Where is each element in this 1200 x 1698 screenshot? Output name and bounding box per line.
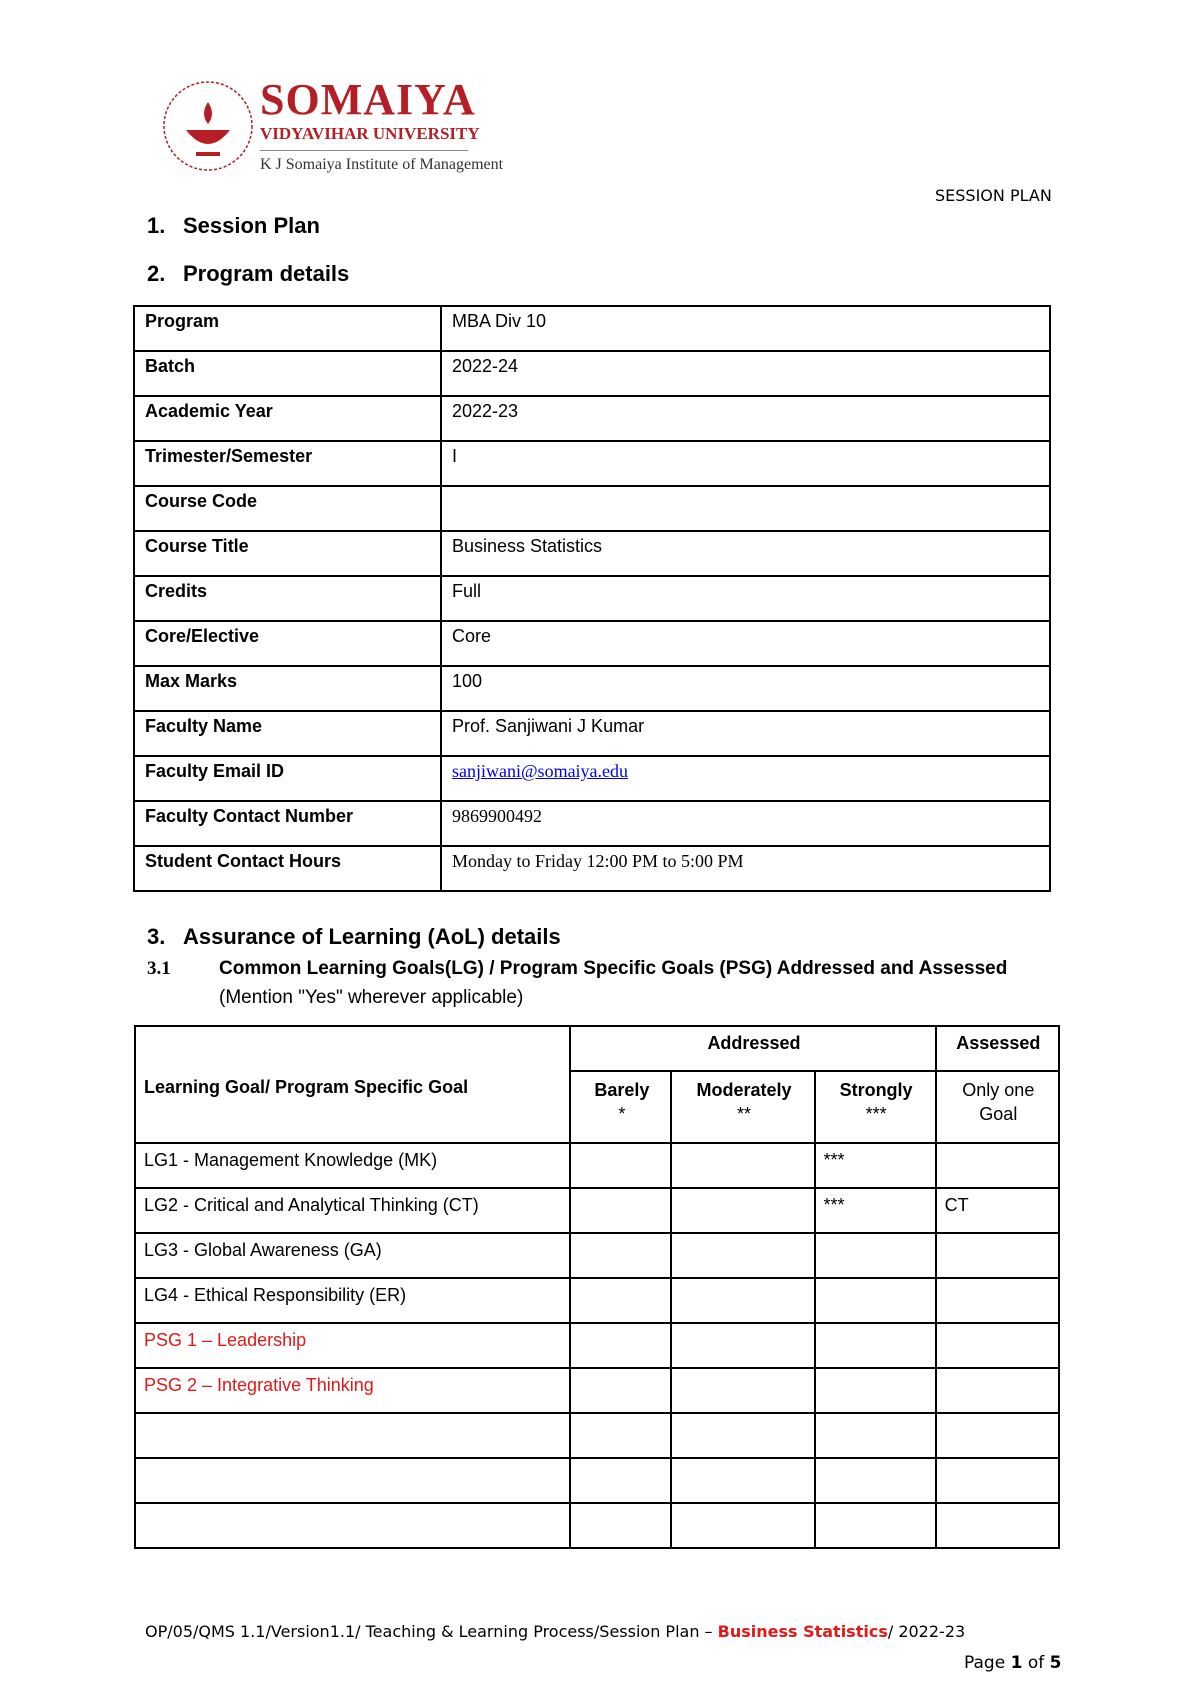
aol-row xyxy=(135,1458,1059,1503)
table-row xyxy=(134,441,1050,486)
aol-cell-assessed xyxy=(936,1368,1059,1413)
diya-lamp-icon xyxy=(160,78,256,174)
aol-row xyxy=(135,1368,1059,1413)
detail-label: Course Code xyxy=(134,486,441,531)
aol-cell-moderately xyxy=(671,1278,814,1323)
program-details-table xyxy=(133,305,1051,892)
footer-path: OP/05/QMS 1.1/Version1.1/ Teaching & Learning Process/Session Plan – Business Statistics/ 2022-23 xyxy=(145,1622,966,1641)
aol-cell-barely xyxy=(570,1458,671,1503)
detail-value: Full xyxy=(441,576,1050,621)
aol-cell-barely xyxy=(570,1143,671,1188)
logo-divider xyxy=(260,150,468,151)
detail-label: Batch xyxy=(134,351,441,396)
aol-row xyxy=(135,1143,1059,1188)
aol-cell-barely xyxy=(570,1233,671,1278)
faculty-email-link[interactable]: sanjiwani@somaiya.edu xyxy=(452,761,629,781)
col-assessed-header: Assessed xyxy=(936,1026,1059,1071)
detail-value: I xyxy=(441,441,1050,486)
col-moderately-header: Moderately ** xyxy=(671,1071,814,1143)
detail-value: Core xyxy=(441,621,1050,666)
aol-cell-assessed xyxy=(936,1503,1059,1548)
aol-cell-goal xyxy=(135,1458,570,1503)
aol-cell-assessed xyxy=(936,1278,1059,1323)
heading-program-details: 2. Program details xyxy=(147,261,350,286)
detail-value: MBA Div 10 xyxy=(441,306,1050,351)
aol-row xyxy=(135,1323,1059,1368)
aol-cell-assessed xyxy=(936,1233,1059,1278)
detail-value xyxy=(441,756,1050,801)
aol-cell-goal: PSG 2 – Integrative Thinking xyxy=(135,1368,570,1413)
detail-value: 100 xyxy=(441,666,1050,711)
aol-cell-barely xyxy=(570,1188,671,1233)
aol-cell-moderately xyxy=(671,1503,814,1548)
detail-value: 9869900492 xyxy=(441,801,1050,846)
aol-cell-barely xyxy=(570,1413,671,1458)
detail-label: Trimester/Semester xyxy=(134,441,441,486)
aol-cell-barely xyxy=(570,1323,671,1368)
col-goal-header: Learning Goal/ Program Specific Goal xyxy=(135,1026,570,1143)
table-row xyxy=(134,711,1050,756)
detail-label: Faculty Name xyxy=(134,711,441,756)
detail-label: Course Title xyxy=(134,531,441,576)
col-only-one-goal-header: Only one Goal xyxy=(936,1071,1059,1143)
aol-cell-strongly xyxy=(815,1458,936,1503)
aol-cell-moderately xyxy=(671,1143,814,1188)
aol-table xyxy=(134,1025,1060,1549)
aol-row xyxy=(135,1503,1059,1548)
heading-session-plan: 1. Session Plan xyxy=(147,213,320,238)
aol-cell-strongly xyxy=(815,1278,936,1323)
subheading-learning-goals: 3.1 Common Learning Goals(LG) / Program Specific Goals (PSG) Addressed and Assessed (Mention "Yes" wherever applicable) xyxy=(147,958,1008,1008)
col-addressed-header: Addressed xyxy=(570,1026,935,1071)
aol-row xyxy=(135,1188,1059,1233)
aol-cell-strongly: *** xyxy=(815,1143,936,1188)
table-row xyxy=(134,531,1050,576)
university-name: SOMAIYA xyxy=(260,75,476,124)
aol-cell-moderately xyxy=(671,1458,814,1503)
table-row xyxy=(134,396,1050,441)
aol-cell-goal: LG4 - Ethical Responsibility (ER) xyxy=(135,1278,570,1323)
col-barely-header: Barely * xyxy=(570,1071,671,1143)
page-number: Page 1 of 5 xyxy=(964,1653,1062,1673)
table-row xyxy=(134,576,1050,621)
aol-cell-strongly xyxy=(815,1413,936,1458)
aol-cell-barely xyxy=(570,1278,671,1323)
table-row xyxy=(134,846,1050,891)
aol-cell-goal: LG2 - Critical and Analytical Thinking (CT) xyxy=(135,1188,570,1233)
detail-value: 2022-24 xyxy=(441,351,1050,396)
aol-cell-assessed xyxy=(936,1143,1059,1188)
aol-cell-moderately xyxy=(671,1233,814,1278)
table-row xyxy=(134,306,1050,351)
aol-cell-strongly: *** xyxy=(815,1188,936,1233)
aol-cell-goal: PSG 1 – Leadership xyxy=(135,1323,570,1368)
aol-cell-moderately xyxy=(671,1323,814,1368)
detail-label: Faculty Email ID xyxy=(134,756,441,801)
col-strongly-header: Strongly *** xyxy=(815,1071,936,1143)
table-row xyxy=(134,801,1050,846)
institute-name: K J Somaiya Institute of Management xyxy=(260,156,504,173)
aol-cell-strongly xyxy=(815,1323,936,1368)
doc-label: SESSION PLAN xyxy=(935,186,1052,205)
aol-cell-assessed xyxy=(936,1413,1059,1458)
table-row xyxy=(134,666,1050,711)
detail-label: Max Marks xyxy=(134,666,441,711)
detail-label: Core/Elective xyxy=(134,621,441,666)
aol-cell-moderately xyxy=(671,1368,814,1413)
aol-cell-assessed: CT xyxy=(936,1188,1059,1233)
detail-label: Faculty Contact Number xyxy=(134,801,441,846)
detail-value xyxy=(441,486,1050,531)
aol-cell-strongly xyxy=(815,1368,936,1413)
aol-row xyxy=(135,1233,1059,1278)
detail-label: Student Contact Hours xyxy=(134,846,441,891)
aol-cell-strongly xyxy=(815,1503,936,1548)
university-logo xyxy=(160,75,560,178)
detail-label: Academic Year xyxy=(134,396,441,441)
aol-cell-moderately xyxy=(671,1413,814,1458)
table-row xyxy=(134,756,1050,801)
aol-cell-moderately xyxy=(671,1188,814,1233)
heading-aol: 3. Assurance of Learning (AoL) details xyxy=(147,924,561,949)
detail-value: Monday to Friday 12:00 PM to 5:00 PM xyxy=(441,846,1050,891)
aol-row xyxy=(135,1413,1059,1458)
table-row xyxy=(134,351,1050,396)
aol-cell-assessed xyxy=(936,1458,1059,1503)
aol-cell-goal: LG3 - Global Awareness (GA) xyxy=(135,1233,570,1278)
aol-cell-assessed xyxy=(936,1323,1059,1368)
detail-value: 2022-23 xyxy=(441,396,1050,441)
aol-cell-goal xyxy=(135,1503,570,1548)
table-row xyxy=(134,621,1050,666)
table-row xyxy=(134,486,1050,531)
detail-label: Program xyxy=(134,306,441,351)
aol-cell-goal: LG1 - Management Knowledge (MK) xyxy=(135,1143,570,1188)
detail-label: Credits xyxy=(134,576,441,621)
aol-cell-goal xyxy=(135,1413,570,1458)
aol-row xyxy=(135,1278,1059,1323)
detail-value: Business Statistics xyxy=(441,531,1050,576)
aol-cell-barely xyxy=(570,1368,671,1413)
aol-cell-barely xyxy=(570,1503,671,1548)
detail-value: Prof. Sanjiwani J Kumar xyxy=(441,711,1050,756)
aol-cell-strongly xyxy=(815,1233,936,1278)
university-subtitle: VIDYAVIHAR UNIVERSITY xyxy=(260,124,480,143)
